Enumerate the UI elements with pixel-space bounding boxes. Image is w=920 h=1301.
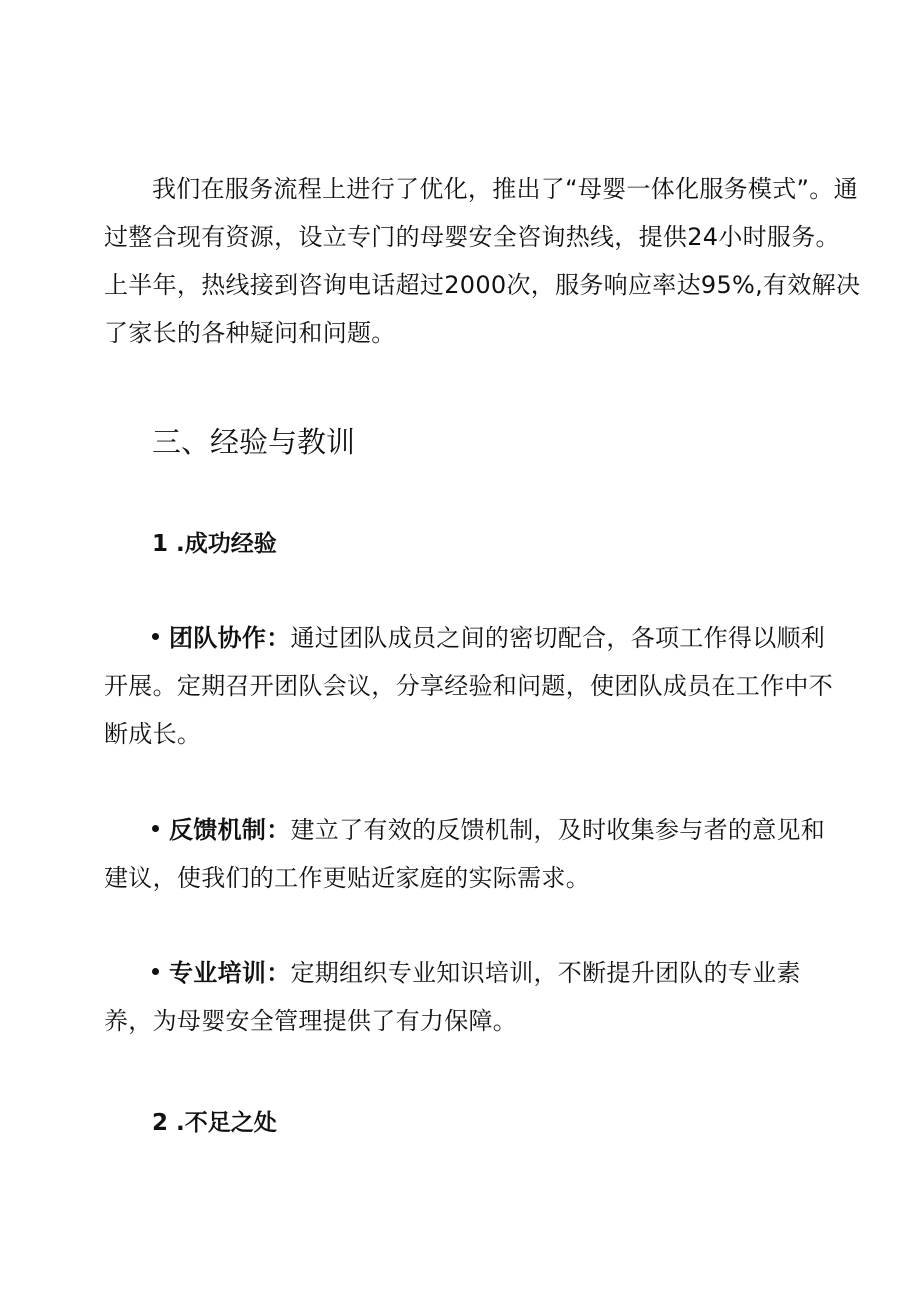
intro-line-3: 上半年，热线接到咨询电话超过2000次，服务响应率达95%,有效解决 <box>104 271 861 299</box>
bullet-item-feedback-line-2: 建议，使我们的工作更贴近家庭的实际需求。 <box>104 864 590 892</box>
bullet-item-training <box>152 961 801 985</box>
bullet-item-teamwork-line-3: 断成长。 <box>104 720 202 748</box>
bullet-item-teamwork <box>152 626 825 650</box>
bullet-text: 通过团队成员之间的密切配合，各项工作得以顺利 <box>290 624 826 652</box>
section-heading: 三、经验与教训 <box>152 425 356 459</box>
intro-line-2: 过整合现有资源，设立专门的母婴安全咨询热线，提供24小时服务。 <box>104 223 840 251</box>
bullet-dot-icon <box>152 825 159 832</box>
subsection-2-title: 2 .不足之处 <box>152 1110 277 1136</box>
intro-line-1: 我们在服务流程上进行了优化，推出了“母婴一体化服务模式”。通 <box>152 175 858 203</box>
subsection-1-title: 1 .成功经验 <box>152 531 277 557</box>
bullet-text: 定期组织专业知识培训，不断提升团队的专业素 <box>290 959 801 987</box>
bullet-dot-icon <box>152 633 159 640</box>
bullet-dot-icon <box>152 968 159 975</box>
bullet-label: 反馈机制： <box>169 816 291 844</box>
bullet-item-teamwork-line-2: 开展。定期召开团队会议，分享经验和问题，使团队成员在工作中不 <box>104 672 833 700</box>
bullet-item-feedback <box>152 818 825 842</box>
bullet-item-training-line-2: 养，为母婴安全管理提供了有力保障。 <box>104 1007 518 1035</box>
bullet-label: 专业培训： <box>169 959 291 987</box>
intro-line-4: 了家长的各种疑问和问题。 <box>104 319 396 347</box>
bullet-label: 团队协作： <box>169 624 291 652</box>
bullet-text: 建立了有效的反馈机制，及时收集参与者的意见和 <box>290 816 826 844</box>
